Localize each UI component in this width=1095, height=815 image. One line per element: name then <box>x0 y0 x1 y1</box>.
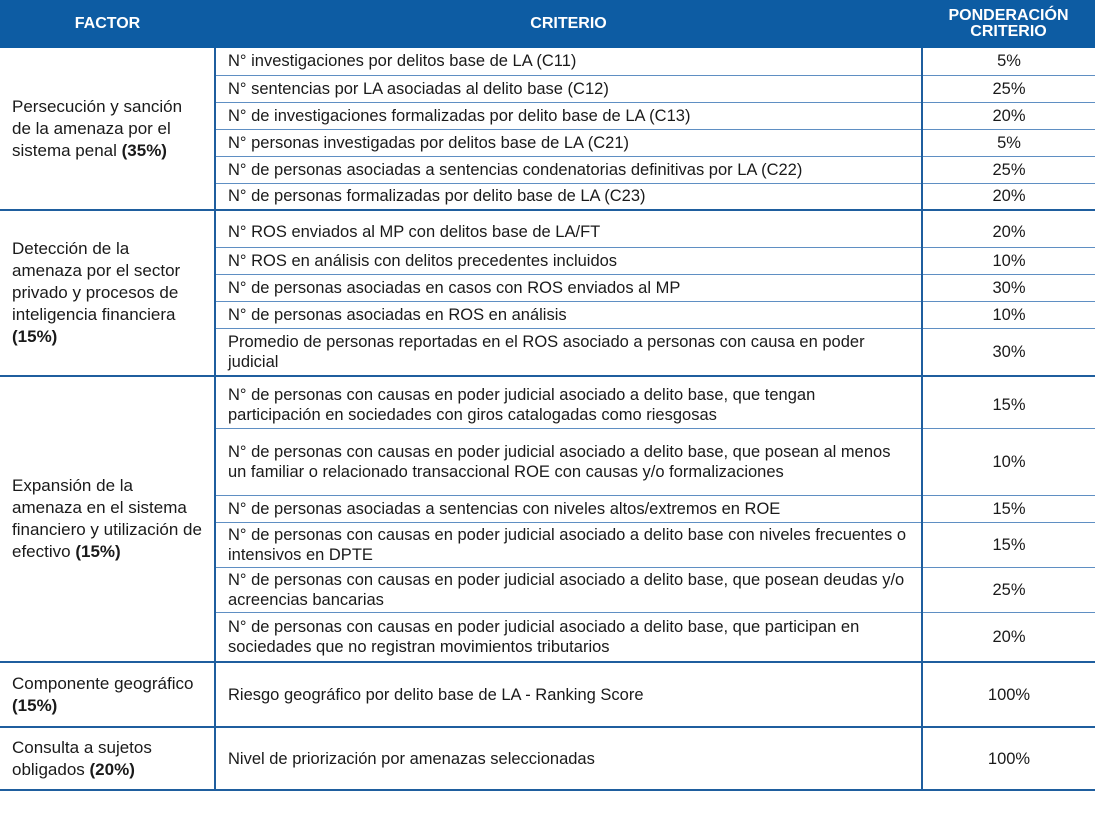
criterio-cell: N° de personas con causas en poder judicial asociado a delito base, que tengan participación en sociedades con giros catalogadas como riesgosas <box>215 376 922 428</box>
criterio-cell: Promedio de personas reportadas en el ROS asociado a personas con causa en poder judicial <box>215 328 922 376</box>
criterio-cell: N° de personas formalizadas por delito base de LA (C23) <box>215 183 922 210</box>
header-criterio: CRITERIO <box>215 0 922 48</box>
ponderacion-cell: 10% <box>922 428 1095 495</box>
factor-weight: (15%) <box>12 695 58 715</box>
header-ponderacion-line1: PONDERACIÓN <box>948 7 1069 24</box>
table-row <box>0 727 1095 790</box>
factor-weight: (15%) <box>12 327 58 346</box>
ponderacion-cell: 15% <box>922 376 1095 428</box>
ponderacion-cell: 30% <box>922 328 1095 376</box>
ponderacion-cell: 100% <box>922 727 1095 790</box>
criterio-cell: N° de personas con causas en poder judicial asociado a delito base, que posean deudas y/o acreencias bancarias <box>215 567 922 612</box>
factor-cell <box>0 376 215 662</box>
ponderacion-cell: 25% <box>922 75 1095 102</box>
factor-cell <box>0 48 215 210</box>
criterio-cell: N° personas investigadas por delitos base de LA (C21) <box>215 129 922 156</box>
ponderacion-cell: 5% <box>922 48 1095 75</box>
factor-weight: (15%) <box>75 542 121 561</box>
ponderacion-cell: 20% <box>922 183 1095 210</box>
criterio-cell: N° de personas asociadas a sentencias con niveles altos/extremos en ROE <box>215 495 922 522</box>
criterio-cell: N° ROS enviados al MP con delitos base de LA/FT <box>215 210 922 247</box>
criterio-cell: N° de personas con causas en poder judicial asociado a delito base, que participan en sociedades que no registran movimientos tributarios <box>215 612 922 662</box>
factor-cell <box>0 727 215 790</box>
ponderacion-cell: 20% <box>922 612 1095 662</box>
criterio-cell: N° de personas asociadas en casos con ROS enviados al MP <box>215 274 922 301</box>
factor-label: Componente geográfico <box>12 673 194 693</box>
ponderacion-cell: 5% <box>922 129 1095 156</box>
ponderacion-cell: 25% <box>922 567 1095 612</box>
factor-weight: (20%) <box>89 759 135 779</box>
ponderacion-cell: 30% <box>922 274 1095 301</box>
ponderacion-cell: 10% <box>922 301 1095 328</box>
criterio-cell: N° de personas asociadas a sentencias condenatorias definitivas por LA (C22) <box>215 156 922 183</box>
table-body <box>0 48 1095 790</box>
criterio-cell: N° investigaciones por delitos base de LA (C11) <box>215 48 922 75</box>
ponderacion-cell: 15% <box>922 522 1095 567</box>
criterio-cell: N° de personas con causas en poder judicial asociado a delito base con niveles frecuentes o intensivos en DPTE <box>215 522 922 567</box>
criterio-cell: N° de investigaciones formalizadas por delito base de LA (C13) <box>215 102 922 129</box>
ponderacion-cell: 20% <box>922 102 1095 129</box>
ponderacion-cell: 25% <box>922 156 1095 183</box>
ponderacion-cell: 10% <box>922 247 1095 274</box>
factor-weight: (35%) <box>121 140 167 160</box>
criterio-cell: N° sentencias por LA asociadas al delito base (C12) <box>215 75 922 102</box>
header-ponderacion <box>922 0 1095 48</box>
criterio-cell: N° ROS en análisis con delitos precedentes incluidos <box>215 247 922 274</box>
factor-cell <box>0 210 215 376</box>
table-row <box>0 210 1095 247</box>
header-ponderacion-line2: CRITERIO <box>970 23 1047 40</box>
criterio-cell: Riesgo geográfico por delito base de LA - Ranking Score <box>215 662 922 727</box>
header-factor: FACTOR <box>0 0 215 48</box>
factor-label: Expansión de la amenaza en el sistema financiero y utilización de efectivo <box>12 476 202 561</box>
criterio-cell: Nivel de priorización por amenazas seleccionadas <box>215 727 922 790</box>
criterio-cell: N° de personas con causas en poder judicial asociado a delito base, que posean al menos un familiar o relacionado transaccional ROE con causas y/o formalizaciones <box>215 428 922 495</box>
table-header <box>0 0 1095 48</box>
factor-label: Detección de la amenaza por el sector privado y procesos de inteligencia financiera <box>12 239 181 324</box>
criterio-cell: N° de personas asociadas en ROS en análisis <box>215 301 922 328</box>
table-row <box>0 662 1095 727</box>
factor-cell <box>0 662 215 727</box>
factor-label: Persecución y sanción de la amenaza por el sistema penal <box>12 96 183 160</box>
ponderacion-cell: 20% <box>922 210 1095 247</box>
table-row <box>0 376 1095 428</box>
ponderacion-cell: 100% <box>922 662 1095 727</box>
ponderacion-cell: 15% <box>922 495 1095 522</box>
table-row <box>0 48 1095 75</box>
factor-label: Consulta a sujetos obligados <box>12 737 152 779</box>
